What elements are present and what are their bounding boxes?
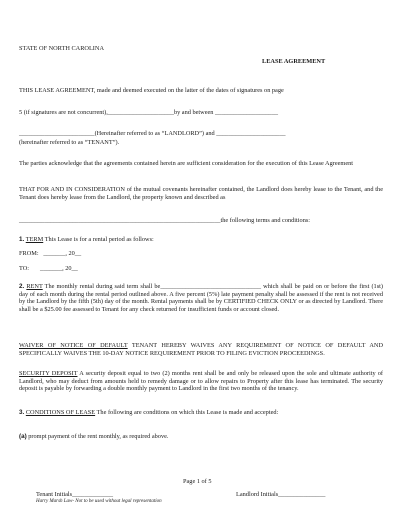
term-from-line: FROM: _______, 20__ [19, 250, 82, 257]
intro-line-2: 5 (if signatures are not concurrent),_____________________by and between ____________________ [19, 109, 278, 116]
footer-disclaimer: Harry Marsh Law- Not to be used without legal representation [36, 499, 162, 504]
term-to-line: TO: _______, 20__ [19, 265, 78, 272]
conditions-heading: CONDITIONS OF LEASE [25, 409, 96, 416]
rent-heading: RENT [26, 283, 43, 290]
intro-line-4: (hereinafter referred to as “TENANT”). [19, 139, 120, 146]
rent-section [19, 283, 383, 313]
document-title: LEASE AGREEMENT [262, 58, 326, 65]
state-heading: STATE OF NORTH CAROLINA [19, 45, 105, 52]
deposit-text: A security deposit equal to two (2) months rent shall be and only be released upon the sole and ultimate authority of Landlord, who may deduct from amounts held to remedy damage or to allow repairs to Property after this lease has terminated. The security deposit is payable by forwarding a double monthly payment to Landlord in the first two months of the tenancy. [19, 370, 383, 393]
rent-text: The monthly rental during said term shall be________________________________ which shall be paid on or before the first (1st) day of each month during the rental period outlined above. A five percent (5%) late payment penalty shall be assessed if the rent is not received by the Landlord by the fifth (5th) day of the month. Rental payments shall be by CERTIFIED CHECK ONLY or as directed by Landlord. There shall be a $25.00 fee assessed to Tenant for any check returned for insufficient funds or account closed. [19, 283, 383, 313]
landlord-initials: Landlord Initials_______________ [236, 491, 326, 498]
property-description-line: ________________________________________________________________the following terms and conditions: [19, 217, 311, 224]
consideration-paragraph: THAT FOR AND IN CONSIDERATION of the mutual covenants hereinafter contained, the Landlord does hereby lease to the Tenant, and the Tenant does hereby lease from the Landlord, the property known and described as [19, 186, 383, 201]
condition-item-a [19, 433, 383, 441]
conditions-section [19, 409, 383, 417]
term-text: This Lease is for a rental period as follows: [43, 236, 154, 243]
intro-line-3: ________________________(Hereinafter referred to as “LANDLORD”) and ______________________ [19, 130, 286, 137]
tenant-initials: Tenant Initials_____________ [36, 491, 114, 498]
waiver-heading: WAIVER OF NOTICE OF DEFAULT [19, 342, 128, 349]
term-section [19, 236, 383, 244]
item-a-text: prompt payment of the rent monthly, as required above. [26, 433, 169, 440]
page-number: Page 1 of 5 [183, 478, 212, 485]
waiver-section [19, 342, 383, 357]
conditions-number: 3. [19, 409, 25, 416]
acknowledgement-paragraph: The parties acknowledge that the agreements contained herein are sufficient consideration for the execution of this Lease Agreement [19, 160, 354, 167]
deposit-heading: SECURITY DEPOSIT [19, 370, 78, 377]
intro-line-1: THIS LEASE AGREEMENT, made and deemed executed on the latter of the dates of signatures on page [19, 87, 284, 94]
item-a-label: (a) [19, 433, 27, 440]
conditions-text: The following are conditions on which this Lease is made and accepted: [95, 409, 279, 416]
rent-number: 2. [19, 283, 25, 290]
term-heading: TERM [25, 236, 44, 243]
waiver-text: TENANT HEREBY WAIVES ANY REQUIREMENT OF NOTICE OF DEFAULT AND SPECIFICALLY WAIVES THE 10-DAY NOTICE REQUIREMENT PRIOR TO FILING EVICTION PROCEEDINGS. [19, 342, 383, 357]
security-deposit-section [19, 370, 383, 393]
term-number: 1. [19, 236, 25, 243]
